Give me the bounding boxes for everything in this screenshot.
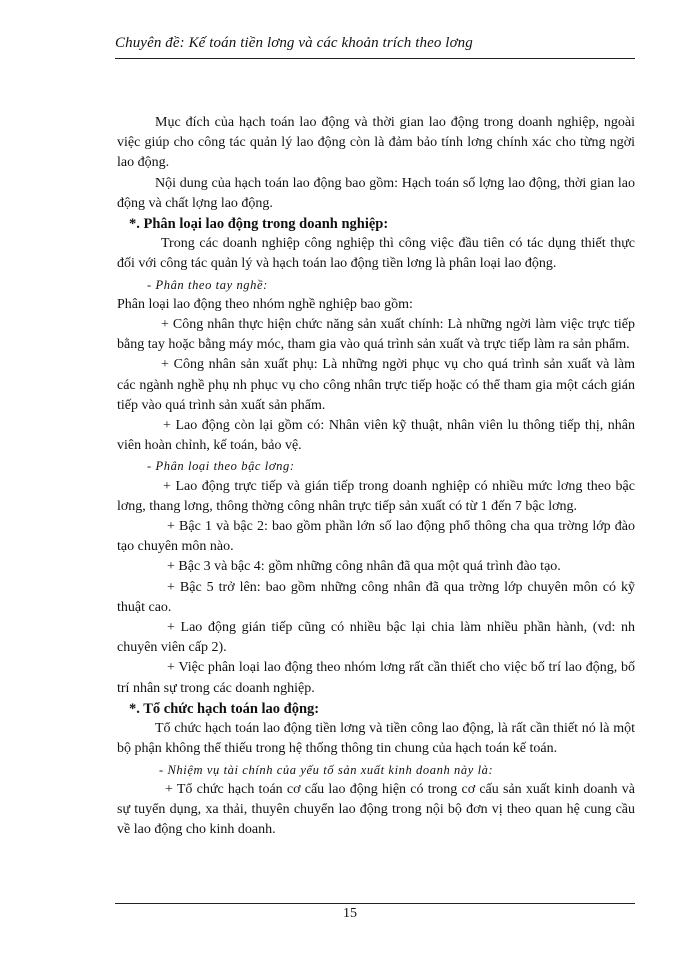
paragraph-purpose: Mục đích của hạch toán lao động và thời gian lao động trong doanh nghiệp, ngoài việc giúp cho công tác quản lý lao động còn là đảm bảo tính lơng chính xác cho từng ngời lao động. bbox=[117, 115, 635, 171]
page-number: 15 bbox=[343, 906, 357, 921]
paragraph-classification-intro: Trong các doanh nghiệp công nghiệp thì công việc đầu tiên có tác dụng thiết thực đối với công tác quản lý và hạch toán lao động tiền lơng là phân loại lao động. bbox=[117, 236, 635, 272]
paragraph-content: Nội dung của hạch toán lao động bao gồm: Hạch toán số lợng lao động, thời gian lao động và chất lợng lao động. bbox=[117, 175, 635, 211]
list-item-indirect-labor: + Lao động gián tiếp cũng có nhiều bậc lại chia làm nhiều phần hành, (vd: nh chuyên viên cấp 2). bbox=[117, 620, 635, 656]
subheading-tasks: - Nhiệm vụ tài chính của yếu tố sản xuất kinh doanh này là: bbox=[159, 762, 494, 777]
footer-divider bbox=[115, 903, 635, 904]
paragraph-groups: Phân loại lao động theo nhóm nghề nghiệp bao gồm: bbox=[117, 296, 413, 312]
section-heading-classification: *. Phân loại lao động trong doanh nghiệp: bbox=[129, 216, 389, 233]
paragraph-organization: Tổ chức hạch toán lao động tiền lơng và tiền công lao động, là rất cần thiết nó là một bộ phận không thể thiếu trong hệ thống thông tin chung của hạch toán kế toán. bbox=[117, 721, 635, 757]
list-item-remaining-labor: + Lao động còn lại gồm có: Nhân viên kỹ thuật, nhân viên lu thông tiếp thị, nhân viên hoàn chỉnh, kế toán, bảo vệ. bbox=[117, 418, 635, 454]
subheading-by-skill: - Phân theo tay nghề: bbox=[147, 277, 268, 292]
list-item-grade-1-2: + Bậc 1 và bậc 2: bao gồm phần lớn số lao động phổ thông cha qua trờng lớp đào tạo chuyên môn nào. bbox=[117, 519, 635, 555]
list-item-structure-accounting: + Tổ chức hạch toán cơ cấu lao động hiện có trong cơ cấu sản xuất kinh doanh và sự tuyển dụng, xa thải, thuyên chuyển lao động trong nội bộ đơn vị theo quan hệ cung cầu về lao động cho kinh doanh. bbox=[117, 781, 635, 838]
list-item-grade-5: + Bậc 5 trở lên: bao gồm những công nhân đã qua trờng lớp chuyên môn có kỹ thuật cao. bbox=[117, 579, 635, 615]
subheading-by-wage-grade: - Phân loại theo bậc lơng: bbox=[147, 459, 295, 474]
page-header-title: Chuyên đề: Kế toán tiền lơng và các khoản trích theo lơng bbox=[115, 35, 473, 51]
header-divider bbox=[115, 58, 635, 59]
list-item-main-workers: + Công nhân thực hiện chức năng sản xuất chính: Là những ngời làm việc trực tiếp bằng tay hoặc bằng máy móc, tham gia vào quá trình sản xuất và trực tiếp làm ra sản phẩm. bbox=[117, 317, 635, 353]
list-item-wage-group-importance: + Việc phân loại lao động theo nhóm lơng rất cần thiết cho việc bố trí lao động, bố trí nhân sự trong các doanh nghiệp. bbox=[117, 660, 635, 696]
section-heading-organization: *. Tổ chức hạch toán lao động: bbox=[129, 700, 320, 717]
document-body bbox=[117, 113, 635, 840]
list-item-wage-levels: + Lao động trực tiếp và gián tiếp trong doanh nghiệp có nhiều mức lơng theo bậc lơng, thang lơng, thông thờng công nhân trực tiếp sản xuất có từ 1 đến 7 bậc lơng. bbox=[117, 478, 635, 514]
list-item-grade-3-4: + Bậc 3 và bậc 4: gồm những công nhân đã qua một quá trình đào tạo. bbox=[167, 559, 561, 575]
list-item-auxiliary-workers: + Công nhân sản xuất phụ: Là những ngời phục vụ cho quá trình sản xuất và làm các ngành nghề phụ nh phục vụ cho công nhân trực tiếp hoặc có thể tham gia một cách gián tiếp vào quá trình sản xuất sản phẩm. bbox=[117, 357, 635, 413]
